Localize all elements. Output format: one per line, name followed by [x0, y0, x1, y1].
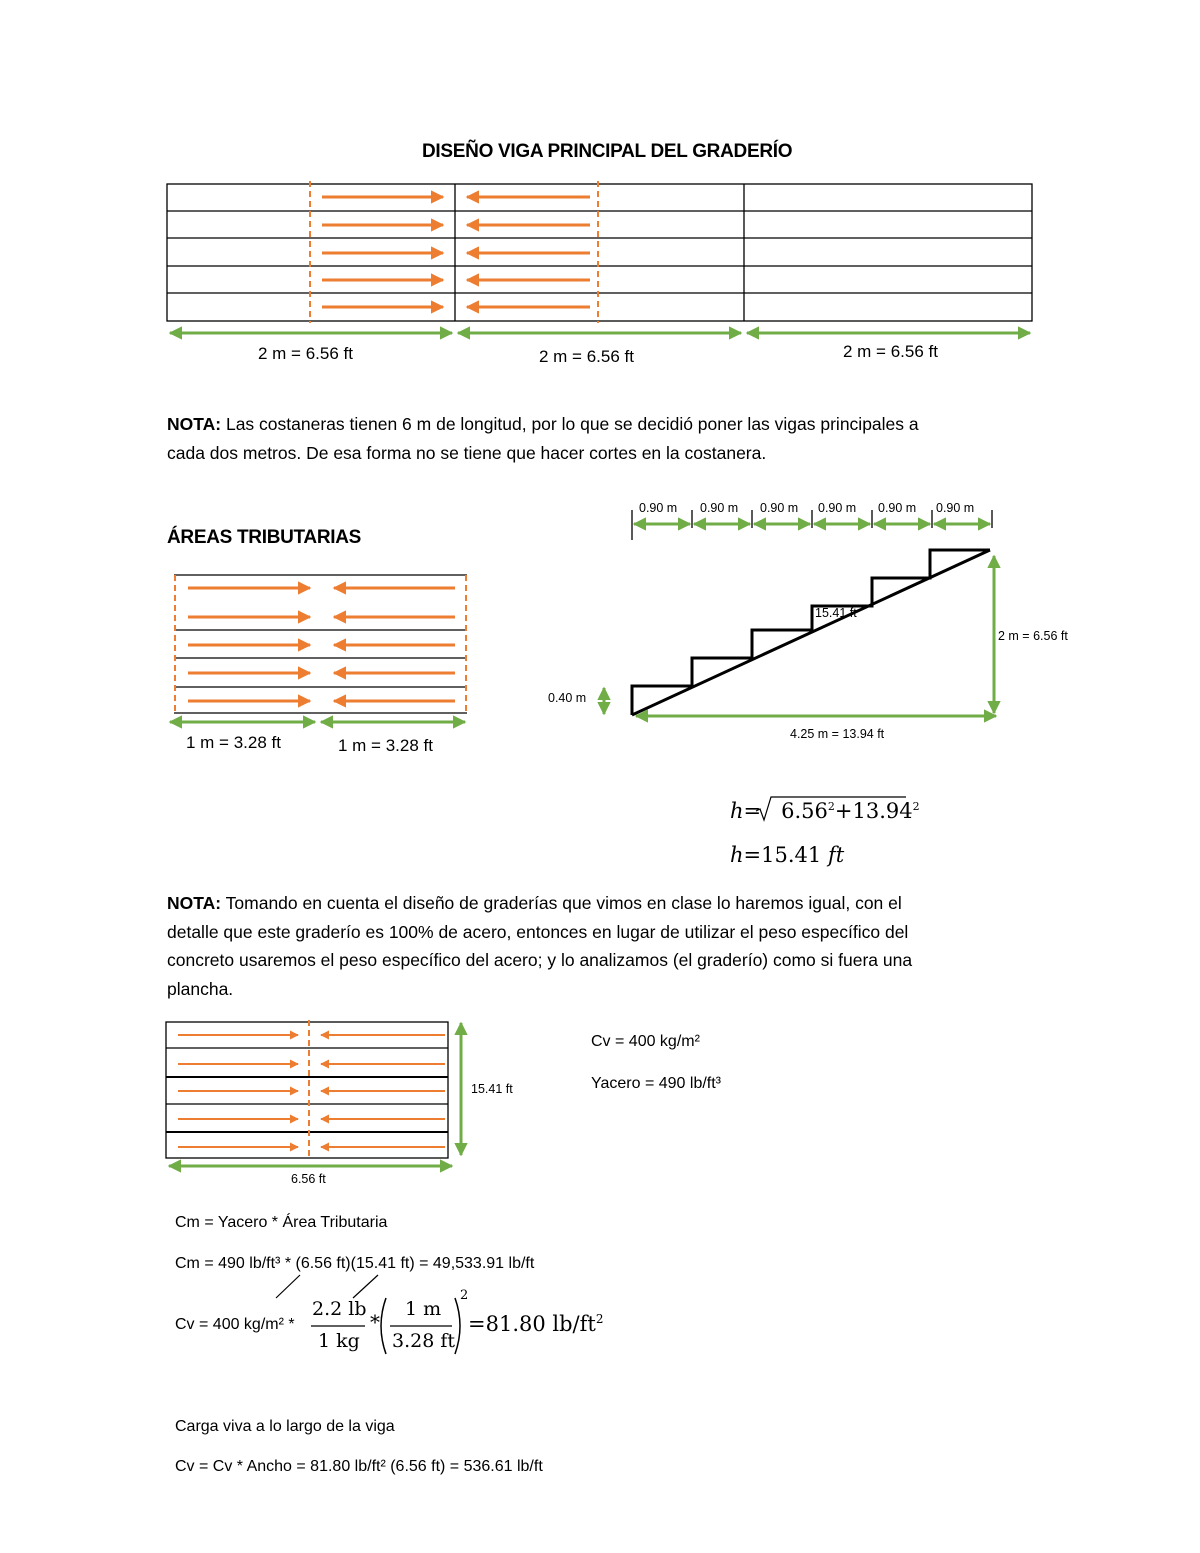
dim-label: 2 m = 6.56 ft: [539, 347, 634, 366]
var-h: h: [730, 799, 744, 823]
term-a: 6.56: [781, 799, 828, 823]
tread-label: 0.90 m: [878, 501, 917, 515]
cv-value: Cv = 400 kg/m²: [591, 1033, 700, 1050]
cm-definition: Cm = Yacero * Área Tributaria: [175, 1214, 388, 1231]
stair-diagram: [604, 510, 996, 716]
cm-calculation: Cm = 490 lb/ft³ * (6.56 ft)(15.41 ft) = 49,533.91 lb/ft: [175, 1255, 535, 1272]
cv-result: =81.80 $lb/ft^2$: [468, 1312, 604, 1336]
dim-label: 1 m = 3.28 ft: [338, 736, 433, 755]
term-b: 13.94: [852, 799, 913, 823]
fraction-2-denominator: 3.28 ft: [392, 1330, 456, 1352]
cv-prefix: Cv = 400 kg/m² *: [175, 1316, 295, 1333]
plan-diagram: [167, 181, 1032, 333]
cv-final: Cv = Cv * Ancho = 81.80 lb/ft² (6.56 ft) = 536.61 lb/ft: [175, 1458, 543, 1475]
stair-hypotenuse: [632, 550, 990, 715]
nota-text: plancha.: [167, 978, 234, 999]
plancha-height-label: 15.41 ft: [471, 1082, 513, 1096]
nota-text: detalle que este graderío es 100% de acero, entonces en lugar de utilizar el peso específico del: [167, 921, 909, 942]
tributary-area-diagram: [170, 575, 467, 722]
cv-result-text: =81.80 lb/ft: [468, 1312, 596, 1336]
plancha-diagram: [166, 1020, 461, 1166]
hypotenuse-label: 15.41 ft: [815, 606, 857, 620]
fraction-1-denominator: 1 kg: [318, 1330, 360, 1352]
tread-label: 0.90 m: [700, 501, 739, 515]
height-label: 2 m = 6.56 ft: [998, 629, 1068, 643]
fraction-2-numerator: 1 m: [405, 1298, 442, 1320]
result-unit: ft: [827, 843, 845, 867]
nota-label: NOTA:: [167, 414, 222, 434]
dim-label: 2 m = 6.56 ft: [258, 344, 353, 363]
nota-1: [167, 410, 1047, 467]
multiply-sign: *: [370, 1310, 380, 1334]
nota-text: concreto usaremos el peso específico del acero; y lo analizamos (el graderío) como si fuera una: [167, 950, 913, 970]
load-arrows: [322, 197, 590, 307]
tread-label: 0.90 m: [936, 501, 975, 515]
nota-2: [167, 889, 1047, 1003]
carga-viva-heading: Carga viva a lo largo de la viga: [175, 1418, 395, 1435]
fraction-1-numerator: 2.2 lb: [312, 1298, 367, 1320]
result-value: 15.41: [761, 843, 822, 867]
tread-label: 0.90 m: [818, 501, 857, 515]
yacero-value: Yacero = 490 lb/ft³: [591, 1075, 721, 1092]
riser-label: 0.40 m: [548, 691, 587, 705]
nota-label: NOTA:: [167, 893, 222, 913]
run-label: 4.25 m = 13.94 ft: [790, 727, 885, 741]
var-h: h: [730, 843, 744, 867]
formula-h-result: h=15.41 ft: [730, 843, 845, 867]
dim-label: 1 m = 3.28 ft: [186, 733, 281, 752]
section-heading-areas: ÁREAS TRIBUTARIAS: [167, 527, 362, 548]
exponent-2: 2: [460, 1288, 469, 1303]
page-title: DISEÑO VIGA PRINCIPAL DEL GRADERÍO: [422, 141, 793, 162]
dim-label: 2 m = 6.56 ft: [843, 342, 938, 361]
nota-text: Tomando en cuenta el diseño de graderías que vimos en clase lo haremos igual, con el: [221, 893, 902, 913]
nota-text: Las costaneras tienen 6 m de longitud, por lo que se decidió poner las vigas principales a: [221, 414, 919, 434]
tread-label: 0.90 m: [639, 501, 678, 515]
plancha-width-label: 6.56 ft: [291, 1172, 326, 1186]
formula-h-sqrt: $h= 6.56^2+13.94^2$: [730, 799, 920, 823]
nota-text: cada dos metros. De esa forma no se tiene que hacer cortes en la costanera.: [167, 442, 767, 463]
cancel-marks: [276, 1275, 378, 1298]
tread-label: 0.90 m: [760, 501, 799, 515]
